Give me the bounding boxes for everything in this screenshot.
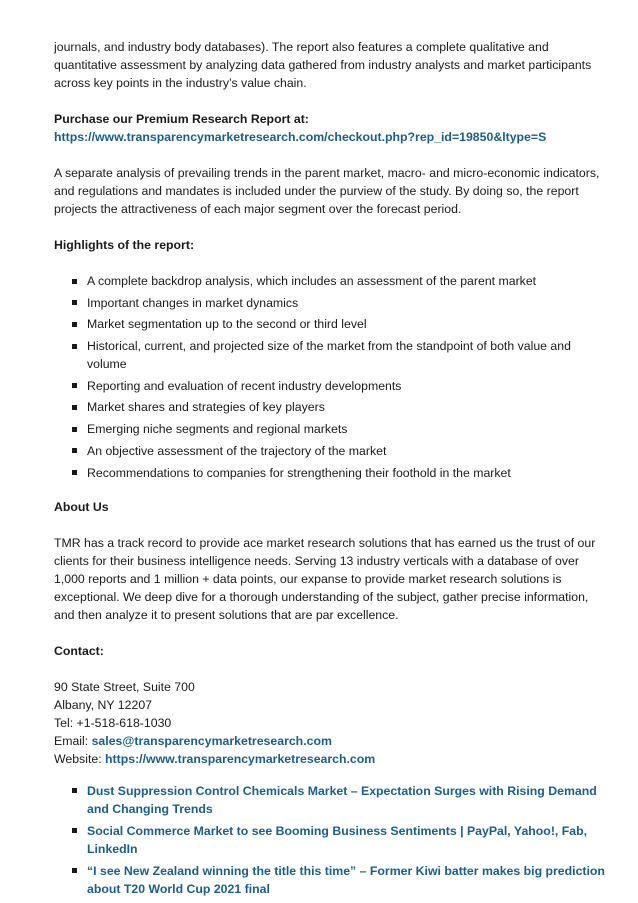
related-article-link[interactable]: Dust Suppression Control Chemicals Market – Expectation Surges with Rising Demand and Changing Trends <box>87 783 597 816</box>
bullet-square-icon <box>72 300 77 305</box>
list-item-text: A complete backdrop analysis, which includes an assessment of the parent market <box>87 274 537 288</box>
related-article-item <box>54 822 606 858</box>
bullet-square-icon <box>72 427 77 432</box>
purchase-label: Purchase our Premium Research Report at: <box>54 112 309 126</box>
contact-address-line1: 90 State Street, Suite 700 <box>54 679 195 694</box>
list-item-text: Historical, current, and projected size of the market from the standpoint of both value and volume <box>87 339 571 372</box>
list-item-text: Recommendations to companies for strengthening their foothold in the market <box>87 465 511 480</box>
related-article-link[interactable]: Social Commerce Market to see Booming Business Sentiments | PayPal, Yahoo!, Fab, LinkedIn <box>87 823 588 856</box>
list-item <box>54 377 606 395</box>
list-item <box>54 272 606 290</box>
purchase-link[interactable]: https://www.transparencymarketresearch.com/checkout.php?rep_id=19850&ltype=S <box>54 130 547 144</box>
list-item <box>54 442 606 460</box>
bullet-square-icon <box>72 868 77 873</box>
highlights-list <box>54 272 606 482</box>
list-item <box>54 315 606 333</box>
intro-paragraph: journals, and industry body databases). The report also features a complete qualitative and quantitative assessment by analyzing data gathered from industry analysts and market participants across key points in the industry’s value chain. <box>54 40 592 90</box>
list-item <box>54 294 606 312</box>
contact-tel: Tel: +1-518-618-1030 <box>54 715 172 730</box>
email-link[interactable]: sales@transparencymarketresearch.com <box>91 733 332 748</box>
related-article-item <box>54 862 606 898</box>
list-item-text: Reporting and evaluation of recent industry developments <box>87 378 402 393</box>
list-item <box>54 337 606 373</box>
list-item-text: Emerging niche segments and regional markets <box>87 422 348 437</box>
related-article-link[interactable]: “I see New Zealand winning the title this time” – Former Kiwi batter makes big prediction about T20 World Cup 2021 final <box>87 863 605 896</box>
bullet-square-icon <box>72 344 77 349</box>
bullet-square-icon <box>72 405 77 410</box>
purchase-block <box>54 110 606 146</box>
bullet-square-icon <box>72 788 77 793</box>
about-heading: About Us <box>54 499 109 514</box>
related-article-item <box>54 782 606 818</box>
highlights-heading: Highlights of the report: <box>54 238 195 252</box>
list-item-text: Market segmentation up to the second or third level <box>87 317 367 332</box>
bullet-square-icon <box>72 470 77 475</box>
separate-analysis-paragraph: A separate analysis of prevailing trends in the parent market, macro- and micro-economic indicators, and regulations and mandates is included under the purview of the study. By doing so, the report projects the attractiveness of each major segment over the forecast period. <box>54 166 600 216</box>
email-label: Email: <box>54 733 92 748</box>
list-item-text: Important changes in market dynamics <box>87 295 299 310</box>
list-item-text: Market shares and strategies of key players <box>87 400 325 415</box>
contact-website-line <box>54 750 606 768</box>
contact-address-line2: Albany, NY 12207 <box>54 697 152 712</box>
related-articles-list <box>54 782 606 898</box>
bullet-square-icon <box>72 828 77 833</box>
bullet-square-icon <box>72 383 77 388</box>
list-item <box>54 464 606 482</box>
bullet-square-icon <box>72 322 77 327</box>
contact-email-line <box>54 732 606 750</box>
about-paragraph: TMR has a track record to provide ace market research solutions that has earned us the trust of our clients for their business intelligence needs. Serving 13 industry verticals with a database of over 1,000 reports and 1 million + data points, our expanse to provide market research solutions is exceptional. We deep dive for a thorough understanding of the subject, gather precise information, and then analyze it to present solutions that are par excellence. <box>54 535 596 622</box>
list-item <box>54 420 606 438</box>
bullet-square-icon <box>72 279 77 284</box>
contact-block <box>54 678 606 768</box>
contact-heading: Contact: <box>54 643 104 658</box>
website-label: Website: <box>54 751 106 766</box>
bullet-square-icon <box>72 448 77 453</box>
list-item-text: An objective assessment of the trajectory of the market <box>87 443 387 458</box>
website-link[interactable]: https://www.transparencymarketresearch.com <box>105 751 376 766</box>
list-item <box>54 398 606 416</box>
